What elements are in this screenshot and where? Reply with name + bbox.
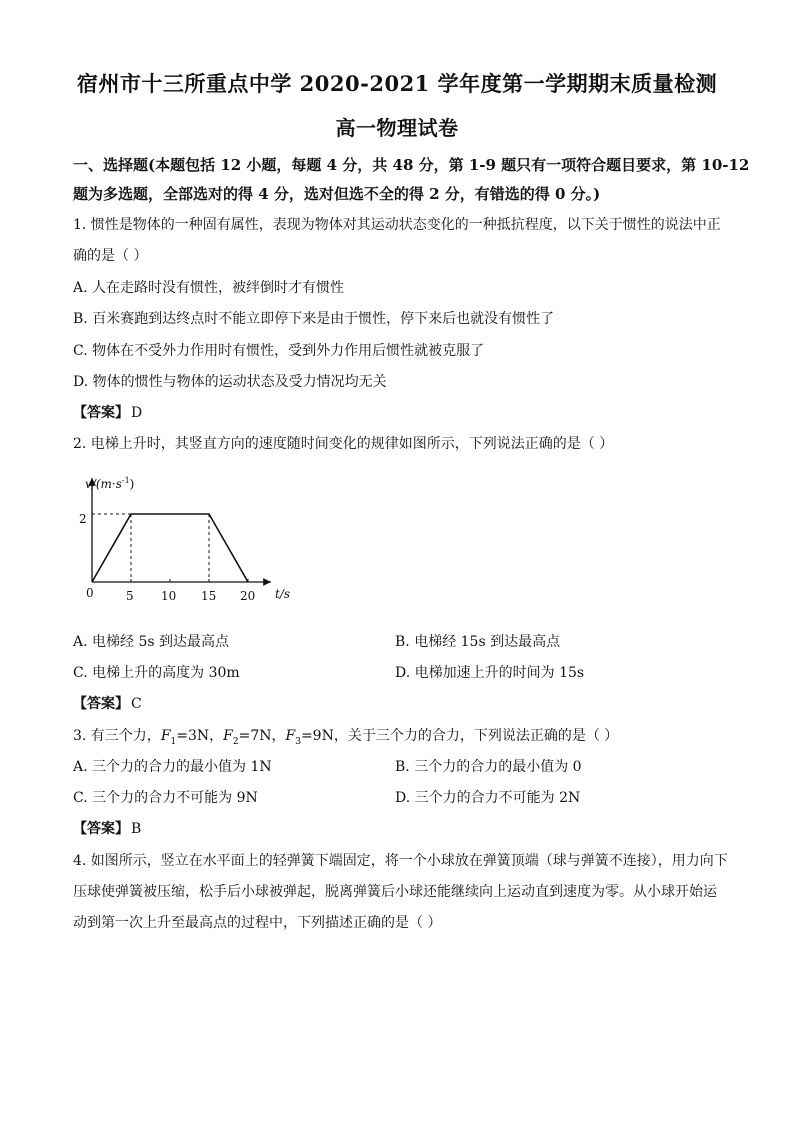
- q1-stem-line2: 确的是（ ）: [73, 248, 148, 264]
- exam-subtitle: 高一物理试卷: [335, 116, 459, 140]
- q4-stem-line2: 压球使弹簧被压缩，松手后小球被弹起，脱离弹簧后小球还能继续向上运动直到速度为零。从小球开始运: [73, 884, 717, 900]
- q2-answer: [73, 693, 142, 713]
- q1-stem-line1: 1. 惯性是物体的一种固有属性，表现为物体对其运动状态变化的一种抵抗程度，以下关于惯性的说法中正: [73, 217, 721, 233]
- q1-option-a: A. 人在走路时没有惯性，被绊倒时才有惯性: [73, 280, 345, 296]
- q3-option-a: A. 三个力的合力的最小值为 1N: [73, 759, 272, 775]
- q1-answer-label: 【答案】: [73, 405, 129, 421]
- q3-f2-symbol: F: [223, 728, 233, 744]
- q3-f3-value: =9N，关于三个力的合力，下列说法正确的是（ ）: [300, 728, 619, 744]
- graph-x-tick-20: 20: [240, 589, 256, 603]
- q1-option-d: D. 物体的惯性与物体的运动状态及受力情况均无关: [73, 374, 387, 390]
- q3-answer-label: 【答案】: [73, 821, 129, 837]
- q3-f2-subscript: 2: [232, 736, 239, 747]
- q2-answer-value: C: [131, 696, 142, 712]
- graph-y-tick-2: 2: [79, 512, 87, 526]
- graph-y-label: $v/(m\cdot s^{-1})$: [85, 476, 135, 491]
- q3-f3-subscript: 3: [295, 736, 301, 747]
- q2-stem: 2. 电梯上升时，其竖直方向的速度随时间变化的规律如图所示，下列说法正确的是（ ）: [73, 436, 614, 452]
- q3-option-d: D. 三个力的合力不可能为 2N: [395, 790, 581, 806]
- graph-x-label: t/s: [275, 587, 291, 601]
- q3-answer-value: B: [131, 821, 142, 837]
- q4-stem-line3: 动到第一次上升至最高点的过程中，下列描述正确的是（ ）: [73, 915, 442, 931]
- section-instructions-line1: 一、选择题(本题包括 12 小题，每题 4 分，共 48 分，第 1-9 题只有一项符合题目要求，第 10-12: [73, 156, 750, 174]
- graph-x-tick-5: 5: [126, 589, 134, 603]
- q1-option-b: B. 百米赛跑到达终点时不能立即停下来是由于惯性，停下来后也就没有惯性了: [73, 311, 555, 327]
- q3-stem-prefix: 3. 有三个力，: [73, 728, 161, 744]
- q3-option-b: B. 三个力的合力的最小值为 0: [395, 759, 582, 775]
- section-instructions-line2: 题为多选题，全部选对的得 4 分，选对但选不全的得 2 分，有错选的得 0 分。): [73, 185, 601, 203]
- velocity-time-graph: [75, 470, 305, 610]
- q1-answer: [73, 402, 142, 422]
- q3-answer: [73, 818, 141, 838]
- graph-velocity-line: [92, 514, 248, 582]
- q3-f1-subscript: 1: [170, 736, 177, 747]
- q2-option-a: A. 电梯经 5s 到达最高点: [73, 634, 230, 650]
- q2-option-d: D. 电梯加速上升的时间为 15s: [395, 665, 585, 681]
- q3-f2-value: =7N，: [238, 728, 286, 744]
- exam-title: 宿州市十三所重点中学 2020-2021 学年度第一学期期末质量检测: [76, 71, 718, 96]
- q3-f3-symbol: F: [285, 728, 296, 744]
- q1-answer-value: D: [131, 405, 143, 421]
- q2-option-c: C. 电梯上升的高度为 30m: [73, 665, 240, 681]
- q3-option-c: C. 三个力的合力不可能为 9N: [73, 790, 258, 806]
- q2-answer-label: 【答案】: [73, 696, 129, 712]
- graph-origin-label: 0: [86, 586, 94, 600]
- graph-x-tick-15: 15: [201, 589, 217, 603]
- q3-f1-value: =3N，: [176, 728, 224, 744]
- q2-option-b: B. 电梯经 15s 到达最高点: [395, 634, 561, 650]
- q1-option-c: C. 物体在不受外力作用时有惯性，受到外力作用后惯性就被克服了: [73, 343, 485, 359]
- graph-x-tick-10: 10: [161, 589, 177, 603]
- q3-f1-symbol: F: [160, 728, 171, 744]
- q3-stem: [73, 725, 618, 747]
- q4-stem-line1: 4. 如图所示，竖立在水平面上的轻弹簧下端固定，将一个小球放在弹簧顶端（球与弹簧不连接），用力向下: [73, 853, 728, 869]
